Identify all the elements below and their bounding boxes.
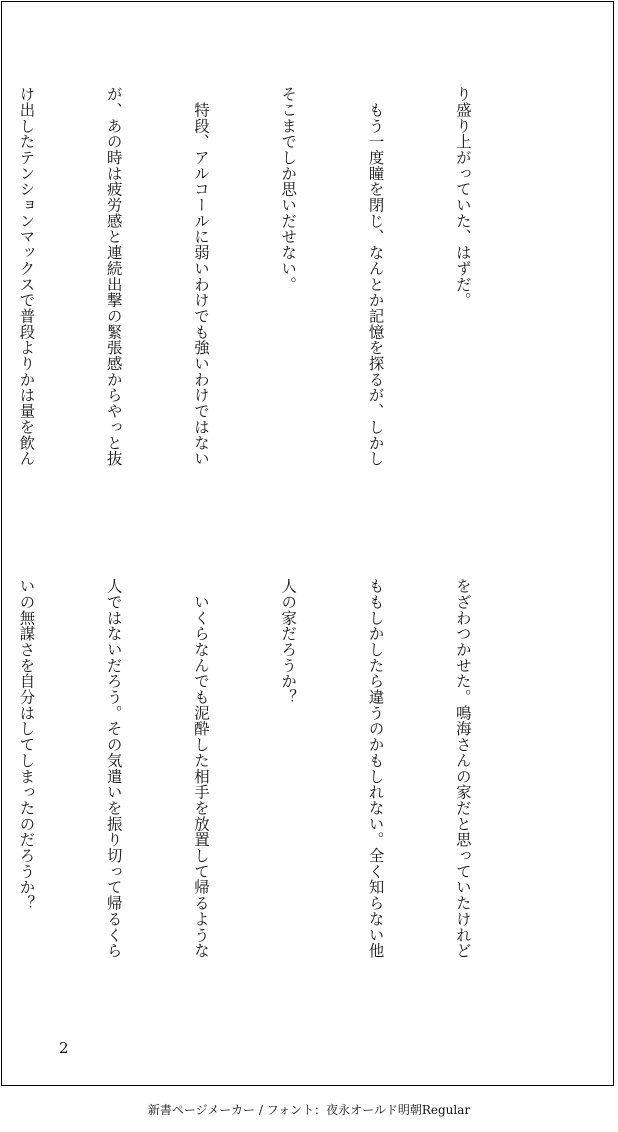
upper-text-block — [0, 86, 535, 526]
text-line: 人の家だろうか？ — [279, 578, 298, 705]
page-number: 2 — [59, 1039, 69, 1057]
text-line: が、あの時は疲労感と連続出撃の緊張感からやっと抜 — [104, 86, 123, 467]
footer-credit: 新書ページメーカー / フォント：夜永オールド明朝Regular — [147, 1103, 471, 1117]
text-line: り盛り上がっていた、はずだ。 — [453, 86, 472, 308]
page-frame — [1, 1, 614, 1086]
text-line: いくらなんでも泥酔した相手を放置して帰るような — [191, 578, 210, 959]
text-line: そこまでしか思いだせない。 — [279, 86, 298, 293]
text-line: もう一度瞳を閉じ、なんとか記憶を探るが、しかし — [366, 86, 385, 467]
text-line: をざわつかせた。鳴海さんの家だと思っていたけれど — [453, 578, 472, 959]
text-line: いの無謀さを自分はしてしまったのだろうか？ — [17, 578, 36, 911]
text-line: 特段、アルコールに弱いわけでも強いわけではない — [191, 86, 210, 467]
text-line: け出したテンションマックスで普段よりかは量を飲ん — [17, 86, 36, 467]
text-line: 人ではないだろう。その気遣いを振り切って帰るくら — [104, 578, 123, 959]
text-line: ももしかしたら違うのかもしれない。全く知らない他 — [366, 578, 385, 959]
lower-text-block — [0, 578, 535, 1018]
